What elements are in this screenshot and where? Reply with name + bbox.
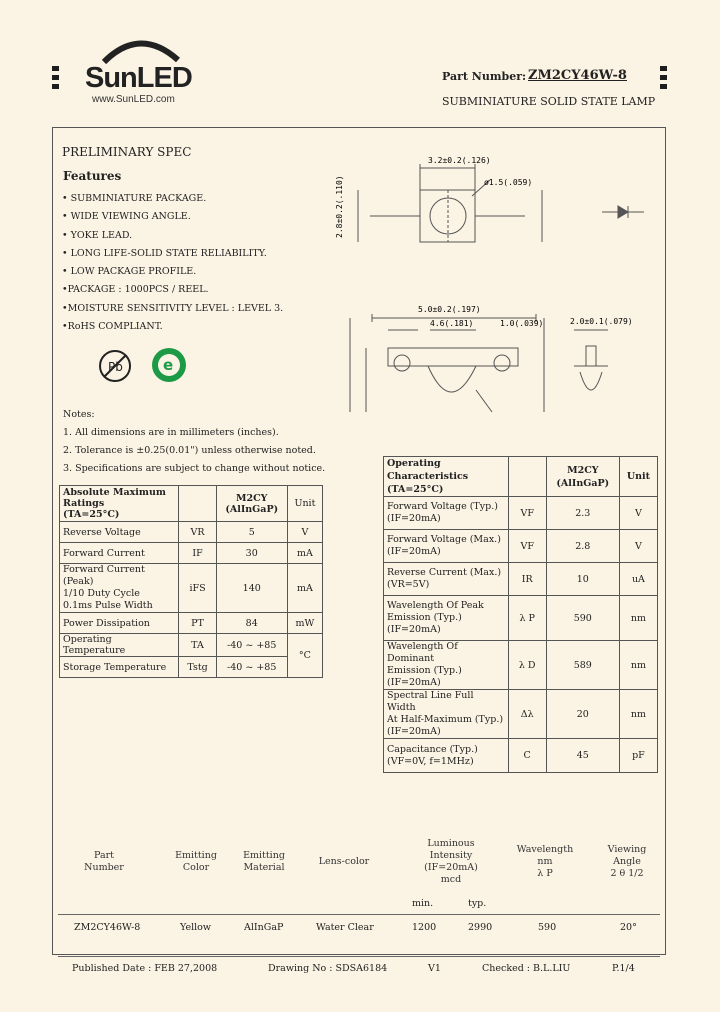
table-row [384, 641, 658, 690]
product-subtitle: SUBMINIATURE SOLID STATE LAMP [442, 95, 656, 108]
hdr-part: Part Number [84, 850, 124, 873]
symbol: λ D [508, 641, 546, 690]
param: Wavelength Of Dominant [387, 641, 458, 664]
note-item: 2. Tolerance is ±0.25(0.01") unless otherwise noted. [63, 445, 316, 456]
dim-dia: ø1.5(.059) [484, 178, 533, 187]
company-url[interactable]: www.SunLED.com [92, 94, 175, 105]
dim-body-len: 4.6(.181) [430, 319, 474, 328]
param: Forward Voltage (Max.) [387, 534, 501, 545]
param-line3: (IF=20mA) [387, 624, 441, 635]
param-line2: (VR=5V) [387, 579, 430, 590]
header-mark [52, 66, 59, 71]
op-char-unit-header: Unit [619, 457, 657, 497]
feature-item: • YOKE LEAD. [62, 229, 133, 241]
hdr-intensity: Luminous Intensity (IF=20mA) mcd [424, 838, 478, 885]
footer-page: P.1/4 [612, 963, 635, 974]
table-row [60, 657, 323, 678]
package-drawing [330, 150, 660, 435]
sel-color: Yellow [180, 922, 211, 933]
table-row [60, 613, 323, 634]
unit: nm [619, 596, 657, 641]
op-char-table [383, 456, 658, 773]
symbol: Tstg [179, 657, 216, 678]
header-mark [52, 84, 59, 89]
features-title: Features [63, 169, 122, 183]
value: 20 [546, 690, 619, 739]
symbol: Δλ [508, 690, 546, 739]
dim-width-top: 3.2±0.2(.126) [428, 156, 491, 165]
table-row [384, 563, 658, 596]
value: 2.8 [546, 530, 619, 563]
symbol: TA [179, 634, 216, 657]
part-number: ZM2CY46W-8 [528, 68, 627, 83]
unit: mW [287, 613, 322, 634]
param: Spectral Line Full Width [387, 690, 474, 713]
symbol: C [508, 739, 546, 773]
sel-typ: 2990 [468, 922, 493, 933]
divider [58, 956, 660, 957]
pb-free-icon [97, 348, 133, 384]
param: Reverse Voltage [60, 522, 179, 543]
footer-version: V1 [428, 963, 441, 974]
unit: °C [287, 634, 322, 678]
abs-max-device: M2CY [235, 492, 268, 504]
value: 140 [216, 564, 287, 613]
value: -40 ~ +85 [216, 634, 287, 657]
param-line2: Emission (Typ.) [387, 665, 462, 676]
table-row [60, 522, 323, 543]
param-line2: At Half-Maximum (Typ.) [387, 714, 504, 725]
param-line2: 1/10 Duty Cycle [63, 588, 140, 599]
feature-item: • SUBMINIATURE PACKAGE. [62, 193, 207, 204]
unit: V [619, 530, 657, 563]
unit: mA [287, 543, 322, 564]
dim-right-w: 2.0±0.1(.079) [570, 317, 633, 326]
feature-item: •RoHS COMPLIANT. [62, 321, 163, 333]
value: 5 [216, 522, 287, 543]
param-line3: (IF=20mA) [387, 677, 441, 688]
symbol: PT [179, 613, 216, 634]
dim-lead-len: 1.0(.039) [500, 319, 544, 328]
rohs-text: e [163, 356, 174, 374]
footer-published: Published Date : FEB 27,2008 [72, 963, 218, 974]
op-char-title: Operating Characteristics [387, 458, 469, 482]
symbol: IR [508, 563, 546, 596]
spec-title: PRELIMINARY SPEC [62, 145, 192, 159]
sub-typ: typ. [468, 898, 487, 909]
abs-max-title-sub: (TA=25°C) [63, 509, 120, 520]
table-row [384, 596, 658, 641]
param-line3: 0.1ms Pulse Width [63, 600, 153, 611]
sub-min: min. [412, 898, 434, 909]
divider [58, 914, 660, 915]
param: Operating Temperature [60, 634, 179, 657]
company-logo: SunLED [85, 62, 192, 94]
value: 589 [546, 641, 619, 690]
feature-item: • LOW PACKAGE PROFILE. [62, 266, 197, 278]
param: Wavelength Of Peak [387, 600, 484, 611]
unit: nm [619, 641, 657, 690]
symbol: VF [508, 530, 546, 563]
pb-text: Pb [108, 360, 123, 374]
unit: uA [619, 563, 657, 596]
header-mark [660, 75, 667, 80]
logo-arc-icon [100, 32, 182, 64]
param: Power Dissipation [60, 613, 179, 634]
hdr-wavelength: Wavelength nm λ P [516, 844, 574, 879]
unit: pF [619, 739, 657, 773]
part-number-label: Part Number: [442, 70, 527, 83]
param-line2: (IF=20mA) [387, 513, 441, 524]
table-row [384, 739, 658, 773]
value: 2.3 [546, 497, 619, 530]
param-line3: (IF=20mA) [387, 726, 441, 737]
param-line2: (VF=0V, f=1MHz) [387, 755, 474, 767]
sel-part: ZM2CY46W-8 [74, 922, 141, 933]
param: Forward Current (Peak) [63, 564, 145, 587]
sel-angle: 20° [620, 922, 637, 933]
header-mark [52, 75, 59, 80]
abs-max-device-sub: (AlInGaP) [225, 503, 279, 515]
value: 590 [546, 596, 619, 641]
value: 84 [216, 613, 287, 634]
param-line2: (IF=20mA) [387, 546, 441, 557]
unit: V [619, 497, 657, 530]
table-row [60, 543, 323, 564]
feature-item: •PACKAGE : 1000PCS / REEL. [62, 284, 209, 296]
unit: nm [619, 690, 657, 739]
symbol: iFS [179, 564, 216, 613]
notes-title: Notes: [63, 409, 95, 420]
feature-item: • LONG LIFE-SOLID STATE RELIABILITY. [62, 247, 267, 259]
header-mark [660, 66, 667, 71]
feature-item: • WIDE VIEWING ANGLE. [62, 211, 191, 223]
rohs-icon [150, 346, 188, 384]
param: Capacitance (Typ.) [387, 743, 478, 755]
unit: V [287, 522, 322, 543]
sel-lens: Water Clear [316, 922, 374, 933]
param-line2: Emission (Typ.) [387, 612, 462, 623]
hdr-color: Emitting Color [175, 850, 217, 873]
table-row [384, 690, 658, 739]
op-char-device: M2CY [567, 464, 599, 476]
unit: mA [287, 564, 322, 613]
value: -40 ~ +85 [216, 657, 287, 678]
sel-material: AlInGaP [244, 922, 284, 933]
op-char-device-sub: (AlInGaP) [556, 477, 610, 489]
hdr-angle: Viewing Angle 2 θ 1/2 [607, 844, 647, 879]
value: 45 [546, 739, 619, 773]
param: Forward Current [60, 543, 179, 564]
features-list [62, 190, 283, 336]
param: Reverse Current (Max.) [387, 567, 502, 578]
feature-item: •MOISTURE SENSITIVITY LEVEL : LEVEL 3. [62, 302, 284, 314]
notes [63, 406, 325, 478]
table-row [60, 564, 323, 613]
hdr-material: Emitting Material [243, 850, 285, 873]
abs-max-table [59, 485, 323, 678]
dim-lead-span: 5.0±0.2(.197) [418, 305, 481, 314]
symbol: IF [179, 543, 216, 564]
table-row [60, 634, 323, 657]
param: Forward Voltage (Typ.) [387, 501, 498, 512]
footer-drawing: Drawing No : SDSA6184 [268, 963, 388, 974]
table-row [384, 530, 658, 563]
sel-min: 1200 [412, 922, 437, 933]
value: 30 [216, 543, 287, 564]
symbol: λ P [508, 596, 546, 641]
note-item: 3. Specifications are subject to change without notice. [63, 463, 326, 474]
note-item: 1. All dimensions are in millimeters (inches). [63, 427, 279, 438]
sel-wavelength: 590 [538, 922, 557, 933]
abs-max-title: Absolute Maximum Ratings [63, 487, 166, 509]
symbol: VR [179, 522, 216, 543]
table-row [384, 497, 658, 530]
op-char-title-sub: (TA=25°C) [387, 484, 444, 495]
symbol: VF [508, 497, 546, 530]
hdr-lens: Lens-color [318, 856, 370, 867]
dim-side-h: 2.8±0.2(.110) [335, 175, 344, 238]
header-mark [660, 84, 667, 89]
footer-checked: Checked : B.L.LIU [482, 963, 571, 974]
param: Storage Temperature [60, 657, 179, 678]
abs-max-unit-header: Unit [287, 486, 322, 522]
value: 10 [546, 563, 619, 596]
